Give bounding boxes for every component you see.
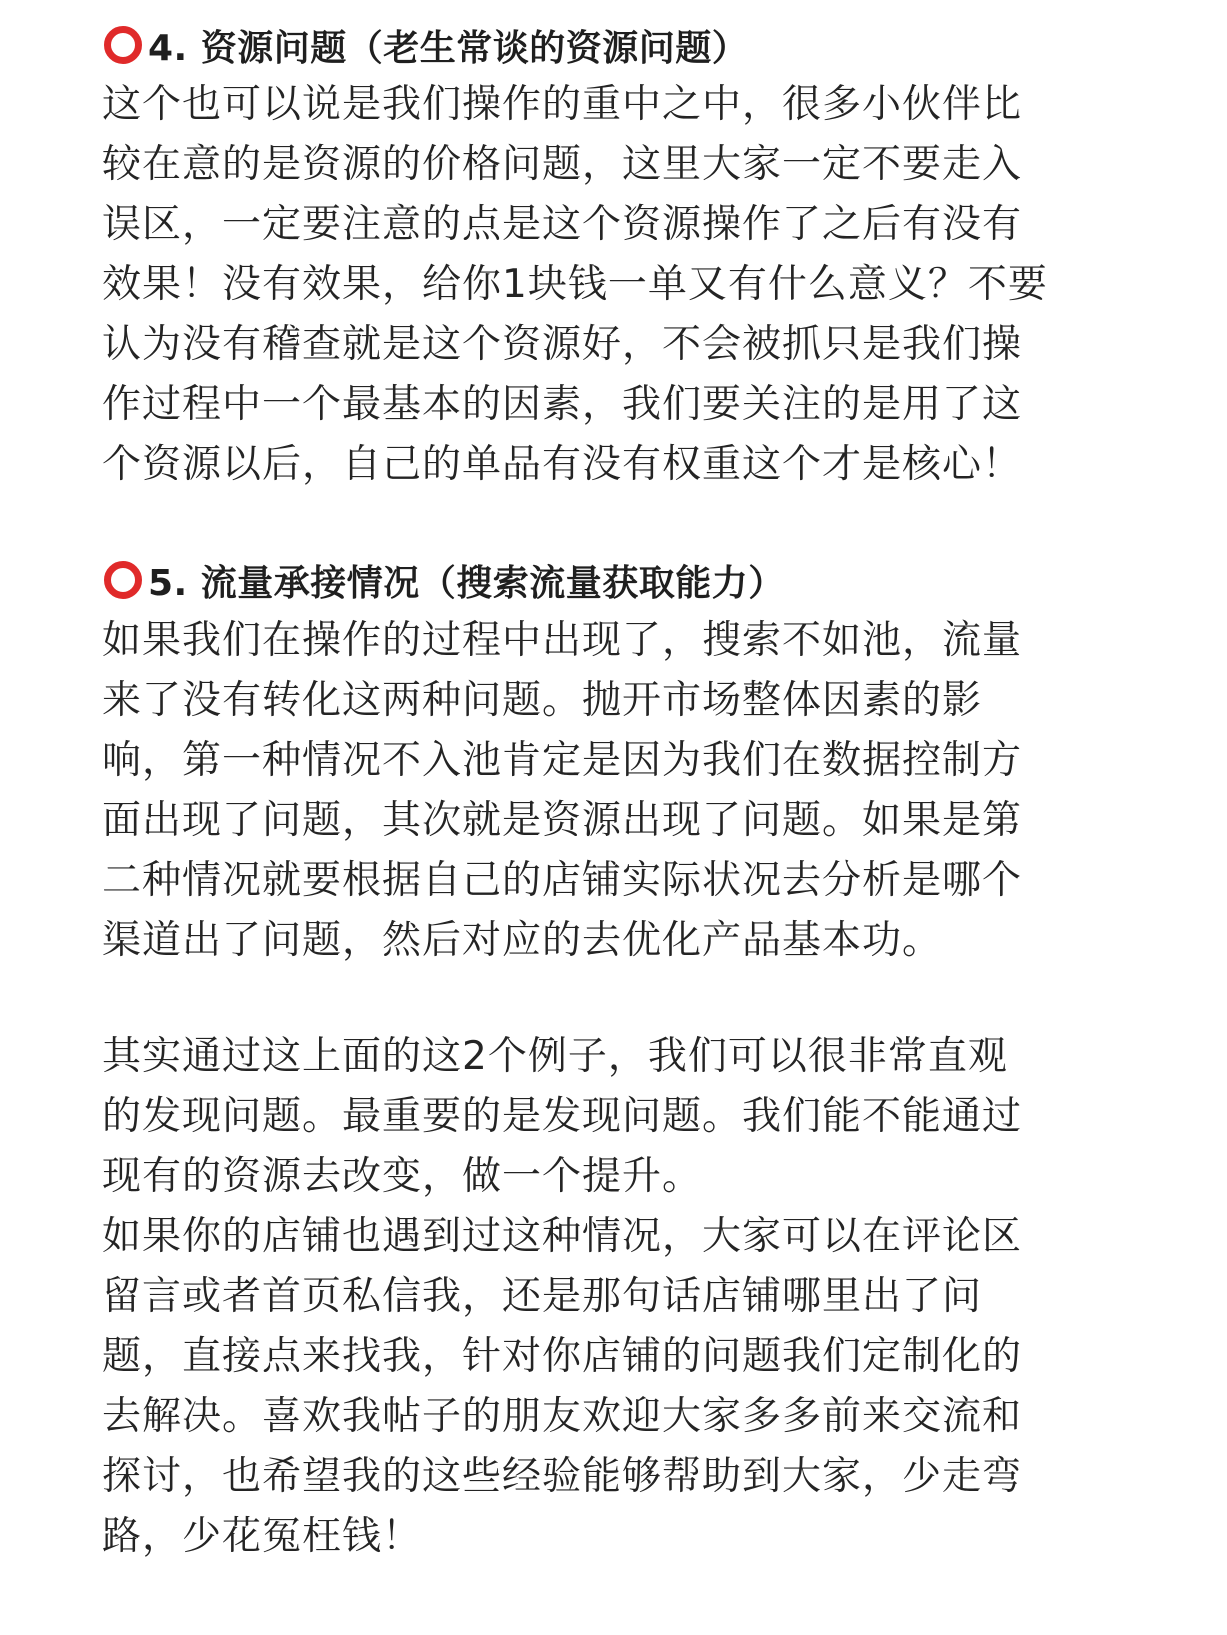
- closing-line: 题，直接点来找我，针对你店铺的问题我们定制化的: [102, 1334, 1023, 1379]
- closing-line: 的发现问题。最重要的是发现问题。我们能不能通过: [102, 1094, 1023, 1139]
- closing-line: 路，少花冤枉钱！: [102, 1514, 423, 1559]
- paragraph-line: 个资源以后，自己的单品有没有权重这个才是核心！: [102, 442, 1023, 487]
- paragraph-line: 渠道出了问题，然后对应的去优化产品基本功。: [102, 918, 943, 963]
- red-circle-icon: [104, 26, 142, 64]
- paragraph-line: 响，第一种情况不入池肯定是因为我们在数据控制方: [102, 738, 1023, 783]
- paragraph-line: 认为没有稽查就是这个资源好，不会被抓只是我们操: [102, 322, 1023, 367]
- section-title: 4. 资源问题（老生常谈的资源问题）: [148, 27, 749, 69]
- paragraph-line: 二种情况就要根据自己的店铺实际状况去分析是哪个: [102, 858, 1023, 903]
- closing-line: 留言或者首页私信我，还是那句话店铺哪里出了问: [102, 1274, 983, 1319]
- closing-line: 现有的资源去改变，做一个提升。: [102, 1154, 703, 1199]
- section-title: 5. 流量承接情况（搜索流量获取能力）: [148, 562, 785, 604]
- closing-line: 如果你的店铺也遇到过这种情况，大家可以在评论区: [102, 1214, 1023, 1259]
- paragraph-line: 较在意的是资源的价格问题，这里大家一定不要走入: [102, 142, 1023, 187]
- paragraph-line: 面出现了问题，其次就是资源出现了问题。如果是第: [102, 798, 1023, 843]
- paragraph-line: 作过程中一个最基本的因素，我们要关注的是用了这: [102, 382, 1023, 427]
- closing-line: 其实通过这上面的这2个例子，我们可以很非常直观: [102, 1034, 1008, 1079]
- paragraph-line: 如果我们在操作的过程中出现了，搜索不如池，流量: [102, 618, 1023, 663]
- section-heading-4: [104, 15, 748, 75]
- section-heading-5: [104, 550, 785, 610]
- closing-line: 去解决。喜欢我帖子的朋友欢迎大家多多前来交流和: [102, 1394, 1023, 1439]
- red-circle-icon: [104, 561, 142, 599]
- paragraph-line: 效果！没有效果，给你1块钱一单又有什么意义？不要: [102, 262, 1048, 307]
- paragraph-line: 误区，一定要注意的点是这个资源操作了之后有没有: [102, 202, 1023, 247]
- paragraph-line: 来了没有转化这两种问题。抛开市场整体因素的影: [102, 678, 983, 723]
- paragraph-line: 这个也可以说是我们操作的重中之中，很多小伙伴比: [102, 82, 1023, 127]
- closing-line: 探讨，也希望我的这些经验能够帮助到大家，少走弯: [102, 1454, 1023, 1499]
